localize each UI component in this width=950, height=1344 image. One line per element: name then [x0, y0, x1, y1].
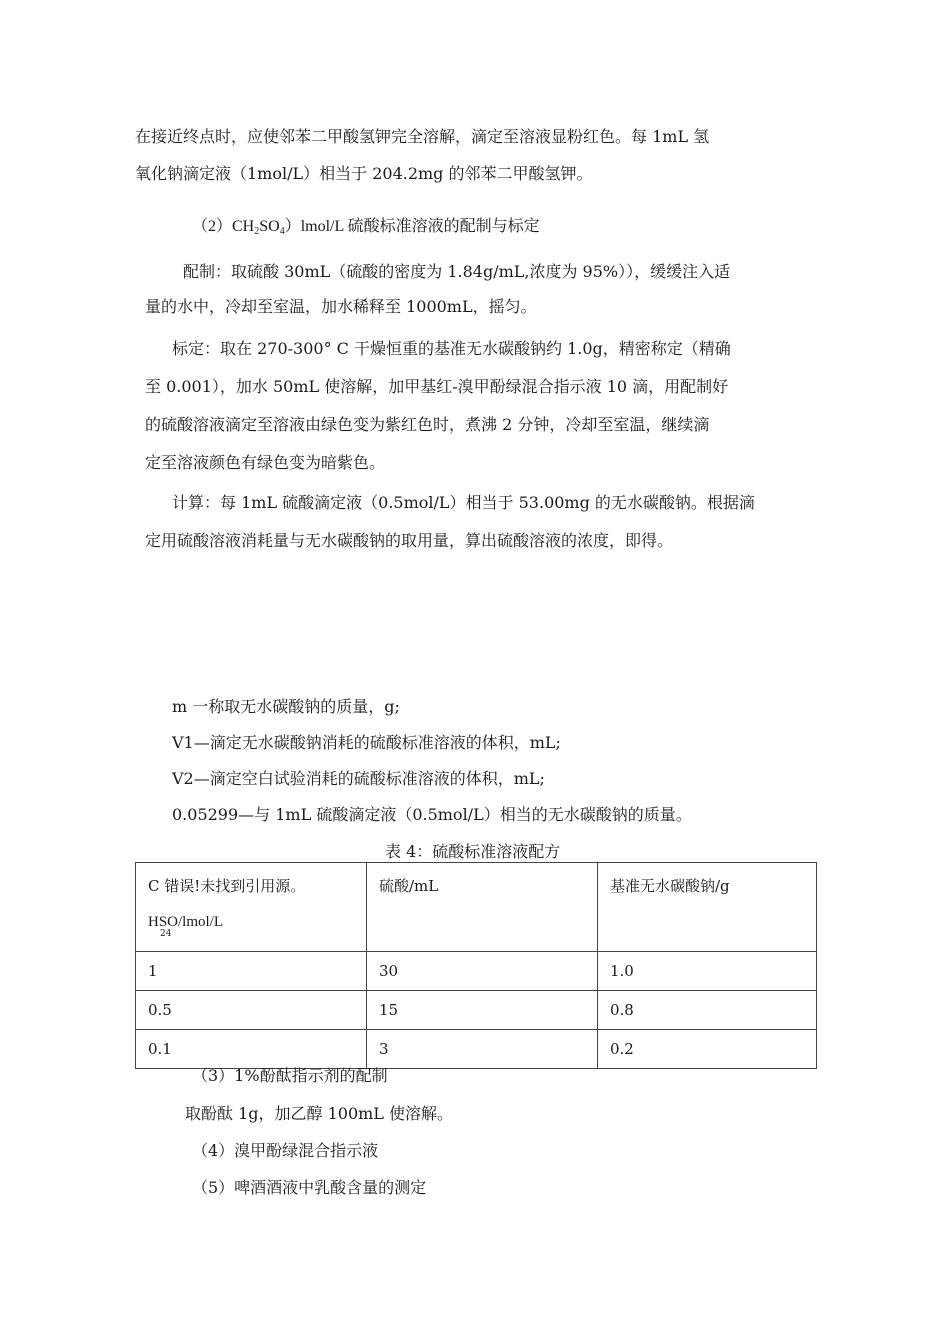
paragraph-line: 量的水中，冷却至室温，加水稀释至 1000mL，摇匀。	[145, 297, 537, 316]
subscript: 4	[279, 226, 285, 237]
table-cell: 1.0	[598, 952, 817, 991]
table-row	[136, 1030, 817, 1069]
table-cell: 0.5	[136, 991, 367, 1030]
paragraph-line: 定至溶液颜色有绿色变为暗紫色。	[145, 453, 386, 472]
table-cell: 1	[136, 952, 367, 991]
header-cell-concentration	[136, 863, 367, 952]
paragraph-line: 氧化钠滴定液（1mol/L）相当于 204.2mg 的邻苯二甲酸氢钾。	[135, 164, 593, 183]
table-caption: 表 4：硫酸标准溶液配方	[385, 842, 561, 861]
table-row	[136, 952, 817, 991]
paragraph-line: 标定：取在 270-300° C 干燥恒重的基准无水碳酸钠约 1.0g，精密称定（精确	[172, 339, 731, 358]
subscript: 24	[160, 929, 172, 939]
paragraph-line: 在接近终点时，应使邻苯二甲酸氢钾完全溶解，滴定至溶液显粉红色。每 1mL 氢	[135, 127, 710, 146]
variable-definition: m 一称取无水碳酸钠的质量，g;	[172, 697, 400, 716]
paragraph-line: 取酚酞 1g，加乙醇 100mL 使溶解。	[185, 1104, 454, 1123]
section-heading: （4）溴甲酚绿混合指示液	[192, 1141, 379, 1160]
table-cell: 30	[367, 952, 598, 991]
paragraph-line: 至 0.001），加水 50mL 使溶解，加甲基红-溴甲酚绿混合指示液 10 滴，用配制好	[145, 377, 729, 396]
table-cell: 0.2	[598, 1030, 817, 1069]
heading-suffix: ）lmol/L 硫酸标准溶液的配制与标定	[284, 218, 540, 235]
paragraph-line: 计算：每 1mL 硫酸滴定液（0.5mol/L）相当于 53.00mg 的无水碳酸钠。根据滴	[172, 493, 755, 512]
header-line: HSO/lmol/L	[148, 914, 224, 930]
header-cell-acid: 硫酸/mL	[367, 863, 598, 952]
paragraph-line: 的硫酸溶液滴定至溶液由绿色变为紫红色时，煮沸 2 分钟，冷却至室温，继续滴	[145, 415, 710, 434]
header-line: C 错误!未找到引用源。	[148, 877, 306, 895]
variable-definition: V2—滴定空白试验消耗的硫酸标准溶液的体积，mL;	[172, 769, 545, 788]
heading-mid: SO	[259, 218, 280, 235]
section-heading	[192, 217, 540, 238]
table-header-row	[136, 863, 817, 952]
subscript: 2	[254, 226, 260, 237]
table-cell: 0.8	[598, 991, 817, 1030]
section-heading: （3）1%酚酞指示剂的配制	[192, 1066, 388, 1085]
paragraph-line: 配制：取硫酸 30mL（硫酸的密度为 1.84g/mL,浓度为 95%）），缓缓注入适	[183, 262, 731, 281]
paragraph-line: 定用硫酸溶液消耗量与无水碳酸钠的取用量，算出硫酸溶液的浓度，即得。	[145, 531, 674, 550]
section-heading: （5）啤酒酒液中乳酸含量的测定	[192, 1178, 427, 1197]
table-row	[136, 991, 817, 1030]
table-cell: 15	[367, 991, 598, 1030]
variable-definition: V1—滴定无水碳酸钠消耗的硫酸标准溶液的体积，mL;	[172, 733, 561, 752]
table-cell: 3	[367, 1030, 598, 1069]
table-cell: 0.1	[136, 1030, 367, 1069]
header-cell-sodium-carbonate: 基准无水碳酸钠/g	[598, 863, 817, 952]
sulfuric-acid-table	[135, 862, 817, 1069]
variable-definition: 0.05299—与 1mL 硫酸滴定液（0.5mol/L）相当的无水碳酸钠的质量。	[172, 805, 692, 824]
heading-prefix: （2）CH	[192, 218, 255, 235]
